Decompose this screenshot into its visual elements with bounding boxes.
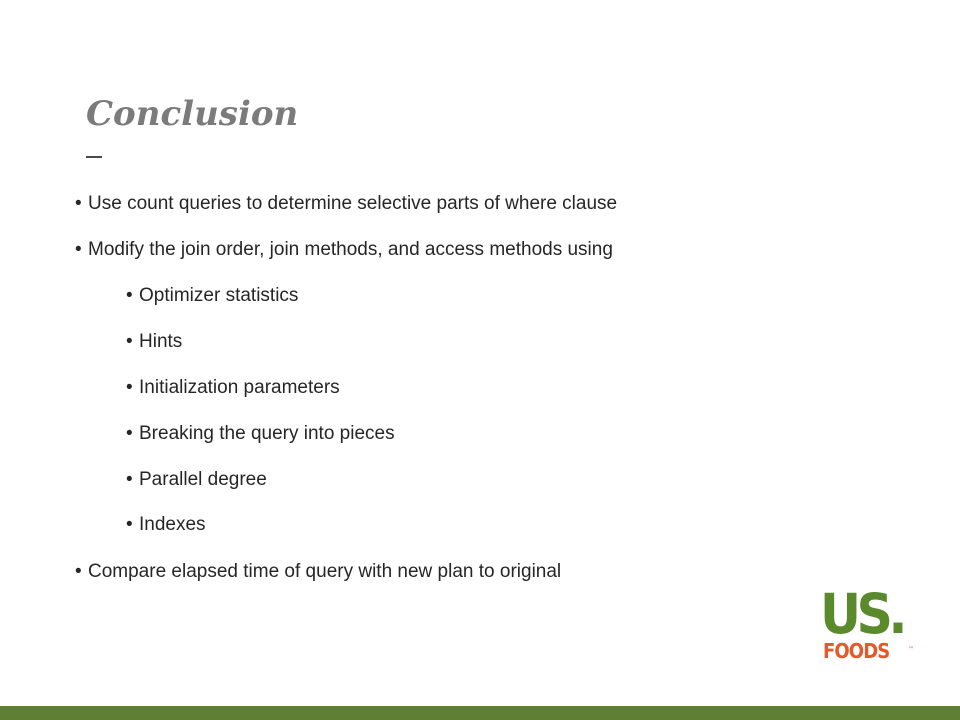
bullet-text: Use count queries to determine selective parts of where clause bbox=[88, 193, 618, 214]
bullet-text: Initialization parameters bbox=[139, 377, 340, 398]
bullet-marker: • bbox=[126, 285, 133, 306]
bullet-marker: • bbox=[75, 239, 82, 260]
bullet-text: Breaking the query into pieces bbox=[139, 423, 395, 444]
bullet-item bbox=[75, 193, 617, 215]
bullet-text: Modify the join order, join methods, and access methods using bbox=[88, 239, 613, 260]
logo-primary-text: US. bbox=[820, 582, 903, 646]
slide-title: Conclusion bbox=[86, 94, 299, 134]
footer-bar bbox=[0, 706, 960, 720]
sub-bullet-item bbox=[126, 469, 267, 491]
logo-trademark: ™ bbox=[908, 646, 914, 653]
bullet-marker: • bbox=[126, 331, 133, 352]
bullet-text: Hints bbox=[139, 331, 183, 352]
us-foods-logo bbox=[820, 582, 916, 670]
bullet-marker: • bbox=[126, 423, 133, 444]
bullet-text: Indexes bbox=[139, 514, 206, 535]
title-underline bbox=[86, 156, 102, 158]
bullet-text: Parallel degree bbox=[139, 469, 267, 490]
bullet-marker: • bbox=[75, 561, 82, 582]
bullet-item bbox=[75, 239, 613, 261]
bullet-marker: • bbox=[126, 377, 133, 398]
bullet-text: Compare elapsed time of query with new plan to original bbox=[88, 561, 562, 582]
bullet-text: Optimizer statistics bbox=[139, 285, 299, 306]
sub-bullet-item bbox=[126, 423, 395, 445]
sub-bullet-item bbox=[126, 377, 340, 399]
bullet-marker: • bbox=[126, 469, 133, 490]
logo-secondary-text: FOODS bbox=[823, 639, 890, 663]
bullet-marker: • bbox=[126, 514, 133, 535]
bullet-item bbox=[75, 561, 561, 583]
sub-bullet-item bbox=[126, 285, 298, 307]
sub-bullet-item bbox=[126, 331, 182, 353]
sub-bullet-item bbox=[126, 514, 206, 536]
bullet-marker: • bbox=[75, 193, 82, 214]
